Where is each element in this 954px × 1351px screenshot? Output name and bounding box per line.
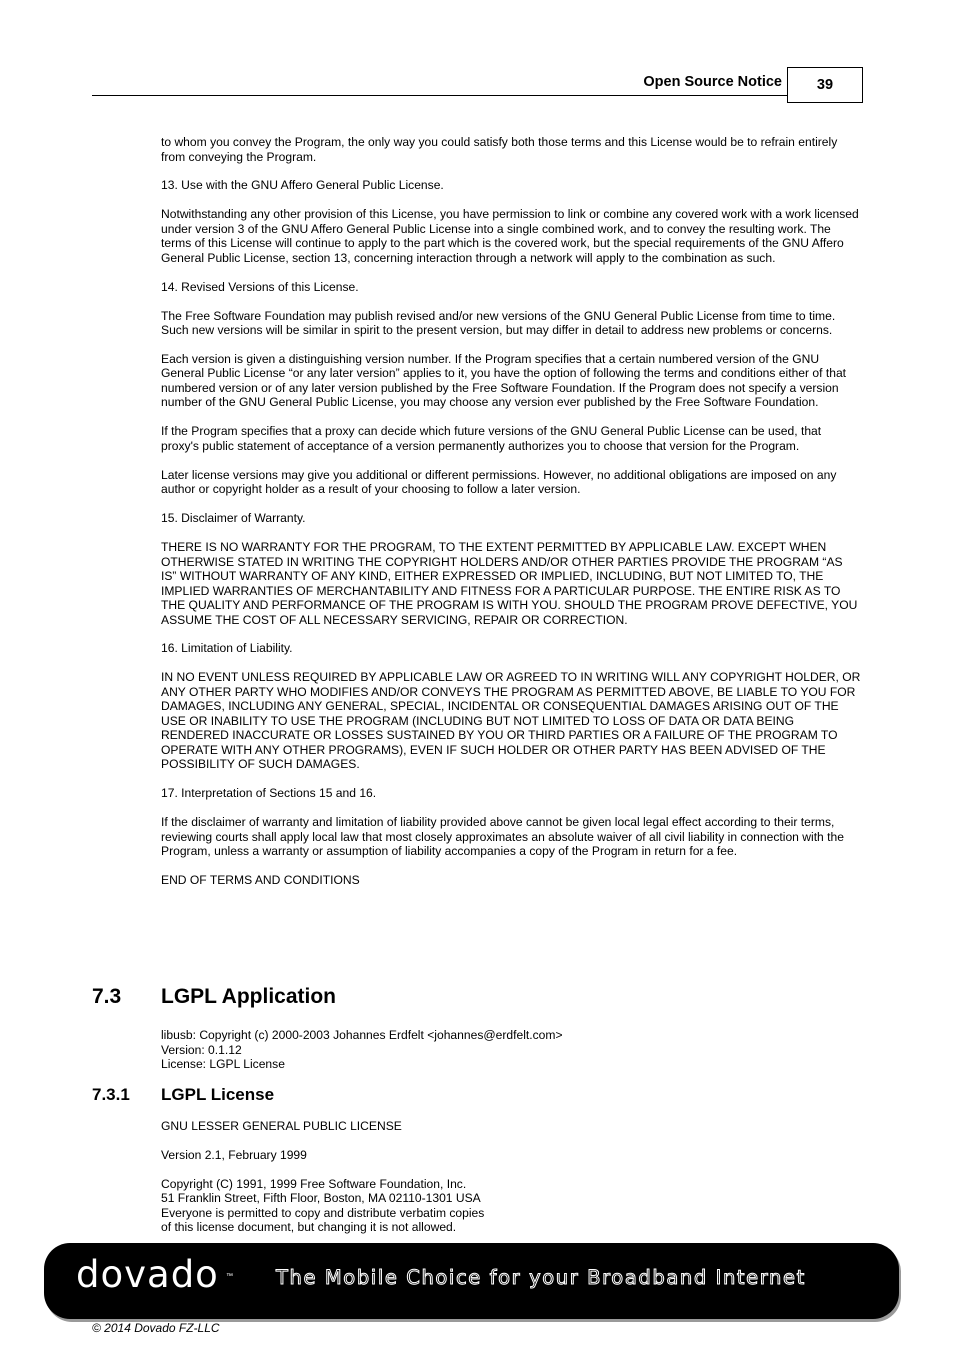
paragraph: IN NO EVENT UNLESS REQUIRED BY APPLICABLE LAW OR AGREED TO IN WRITING WILL ANY COPYRIGHT HOLDER, OR ANY OTHER PARTY WHO MODIFIES AND/OR CONVEYS THE PROGRAM AS PERMITTED ABOVE, BE LIABLE TO YOU FOR DAMAGES, INCLUDING ANY GENERAL, SPECIAL, INCIDENTAL OR CONSEQUENTIAL DAMAGES ARISING OUT OF THE USE OR INABILITY TO USE THE PROGRAM (INCLUDING BUT NOT LIMITED TO LOSS OF DATA OR DATA BEING RENDERED INACCURATE OR LOSSES SUSTAINED BY YOU OR THIRD PARTIES OR A FAILURE OF THE PROGRAM TO OPERATE WITH ANY OTHER PROGRAMS), EVEN IF SUCH HOLDER OR OTHER PARTY HAS BEEN ADVISED OF THE POSSIBILITY OF SUCH DAMAGES. [161,670,861,772]
dovado-logo: dovado [76,1253,219,1296]
clause-heading: 16. Limitation of Liability. [161,641,293,656]
copyright-line: of this license document, but changing it is not allowed. [161,1220,457,1235]
paragraph: If the Program specifies that a proxy can decide which future versions of the GNU General Public License can be used, that proxy's public statement of acceptance of a version permanently authorizes you to choose that version for the Program. [161,424,822,453]
section-heading-7-3 [92,985,336,1009]
page-number: 39 [787,67,863,103]
footer-banner [44,1243,899,1319]
banner-tagline: The Mobile Choice for your Broadband Internet [276,1266,806,1289]
lgpl-license-text [161,1119,861,1235]
lgpl-application-info [161,1028,861,1072]
clause-heading: 13. Use with the GNU Affero General Public License. [161,178,444,193]
footer-copyright: © 2014 Dovado FZ-LLC [92,1321,220,1335]
header-divider [92,95,788,96]
paragraph: Version 2.1, February 1999 [161,1147,307,1162]
copyright-block [161,1177,861,1235]
info-line: Version: 0.1.12 [161,1042,242,1057]
paragraph: GNU LESSER GENERAL PUBLIC LICENSE [161,1119,402,1133]
paragraph: to whom you convey the Program, the only way you could satisfy both those terms and this License would be to refrain entirely from conveying the Program. [161,135,838,164]
copyright-line: Copyright (C) 1991, 1999 Free Software Foundation, Inc. [161,1176,467,1191]
section-title: LGPL Application [161,985,337,1008]
paragraph: THERE IS NO WARRANTY FOR THE PROGRAM, TO THE EXTENT PERMITTED BY APPLICABLE LAW. EXCEPT WHEN OTHERWISE STATED IN WRITING THE COPYRIGHT HOLDERS AND/OR OTHER PARTIES PROVIDE THE PROGRAM “AS IS” WITHOUT WARRANTY OF ANY KIND, EITHER EXPRESSED OR IMPLIED, INCLUDING, BUT NOT LIMITED TO, THE IMPLIED WARRANTIES OF MERCHANTABILITY AND FITNESS FOR A PARTICULAR PURPOSE. THE ENTIRE RISK AS TO THE QUALITY AND PERFORMANCE OF THE PROGRAM IS WITH YOU. SHOULD THE PROGRAM PROVE DEFECTIVE, YOU ASSUME THE COST OF ALL NECESSARY SERVICING, REPAIR OR CORRECTION. [161,540,858,627]
copyright-line: 51 Franklin Street, Fifth Floor, Boston, MA 02110-1301 USA [161,1191,481,1206]
paragraph: The Free Software Foundation may publish revised and/or new versions of the GNU General Public License from time to time. Such new versions will be similar in spirit to the present version, but may differ in detail to address new problems or concerns. [161,308,836,338]
license-body [161,135,861,902]
subsection-number: 7.3.1 [92,1085,130,1104]
paragraph: END OF TERMS AND CONDITIONS [161,872,360,887]
clause-heading: 15. Disclaimer of Warranty. [161,511,306,526]
paragraph: Each version is given a distinguishing version number. If the Program specifies that a certain numbered version of the GNU General Public License “or any later version” applies to it, you have the option of following the terms and conditions either of that numbered version or of any later version published by the Free Software Foundation. If the Program does not specify a version number of the GNU General Public License, you may choose any version ever published by the Free Software Foundation. [161,351,847,410]
paragraph: Later license versions may give you additional or different permissions. However, no additional obligations are imposed on any author or copyright holder as a result of your choosing to follow a later version. [161,467,837,497]
subsection-title: LGPL License [161,1085,275,1104]
header-title: Open Source Notice [643,74,782,90]
paragraph: If the disclaimer of warranty and limitation of liability provided above cannot be given local legal effect according to their terms, reviewing courts shall apply local law that most closely approximates an absolute waiver of all civil liability in connection with the Program, unless a warranty or assumption of liability accompanies a copy of the Program in return for a fee. [161,815,844,859]
info-line: License: LGPL License [161,1057,285,1071]
clause-heading: 17. Interpretation of Sections 15 and 16. [161,786,377,801]
section-heading-7-3-1 [92,1085,274,1105]
section-number: 7.3 [92,985,122,1008]
paragraph: Notwithstanding any other provision of this License, you have permission to link or combine any covered work with a work licensed under version 3 of the GNU Affero General Public License into a single combined work, and to convey the resulting work. The terms of this License will continue to apply to the part which is the covered work, but the special requirements of the GNU Affero General Public License, section 13, concerning interaction through a network will apply to the combination as such. [161,207,859,265]
trademark-mark: ™ [226,1273,233,1280]
copyright-line: Everyone is permitted to copy and distribute verbatim copies [161,1205,485,1220]
info-line: libusb: Copyright (c) 2000-2003 Johannes Erdfelt <johannes@erdfelt.com> [161,1028,563,1042]
clause-heading: 14. Revised Versions of this License. [161,279,359,294]
